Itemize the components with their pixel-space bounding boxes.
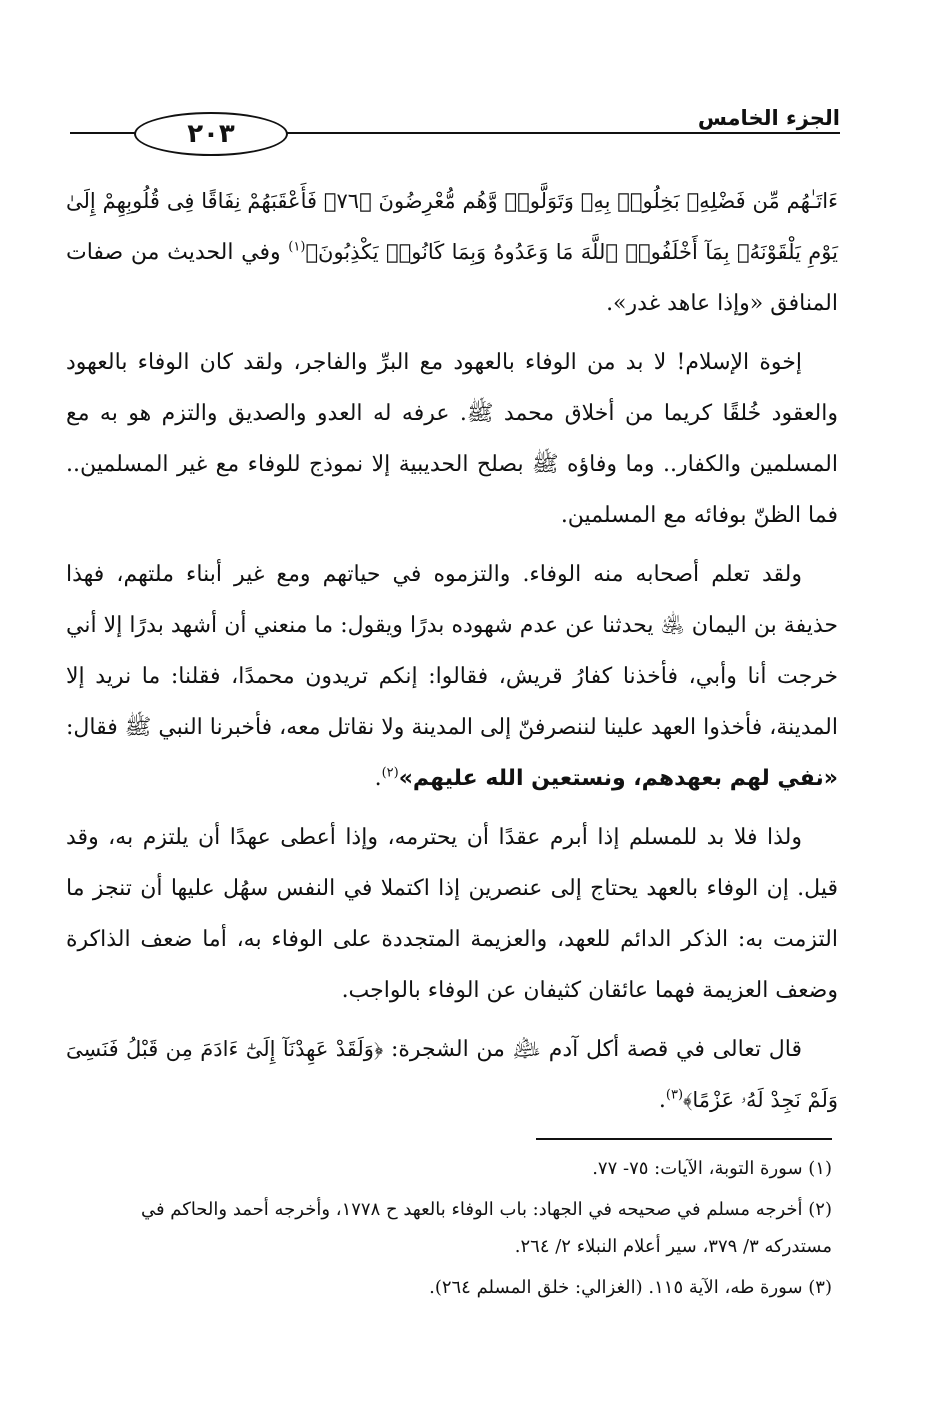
paragraph-2: إخوة الإسلام! لا بد من الوفاء بالعهود مع البرِّ والفاجر، ولقد كان الوفاء بالعهود والعقود خُلقًا كريما من أخلاق محمد ﷺ. عرفه له العدو والصديق والتزم هو به مع المسلمين والكفار.. وما وفاؤه ﷺ بصلح الحديبية إلا نموذج للوفاء مع غير المسلمين.. فما الظنّ بوفائه مع المسلمين. — [66, 350, 838, 528]
hadith-quote: «نفي لهم بعهدهم، ونستعين الله عليهم» — [398, 766, 838, 791]
paragraph-3-end: . — [374, 766, 382, 791]
footnote-1: (١) سورة التوبة، الآيات: ٧٥- ٧٧. — [592, 1158, 832, 1179]
quran-verse-2: ﴿وَلَقَدْ عَهِدْنَآ إِلَىٰٓ ءَادَمَ مِن قَبْلُ فَنَسِىَ وَلَمْ نَجِدْ لَهُۥ عَزْمًا﴾ — [66, 1037, 838, 1112]
paragraph-5 — [66, 1024, 838, 1126]
running-title: الجزء الخامس — [697, 106, 840, 130]
footnote-ref-2: (٢) — [381, 765, 399, 781]
paragraph-5-end: . — [658, 1088, 666, 1113]
paragraph-1 — [66, 176, 838, 329]
footnote-separator — [536, 1138, 832, 1140]
paragraph-5-text: قال تعالى في قصة أكل آدم ﵇ من الشجرة: — [383, 1037, 802, 1062]
footnote-ref-1: (١) — [288, 239, 306, 255]
footnote-ref-3: (٣) — [665, 1087, 684, 1103]
quran-verse: ءَاتَـٰهُم مِّن فَضْلِهِۦ بَخِلُوا۟ بِهِۦ وَتَوَلَّوا۟ وَّهُم مُّعْرِضُونَ ﴿٧٦﴾ فَأَعْقَبَهُمْ نِفَاقًا فِى قُلُوبِهِمْ إِلَىٰ يَوْمِ يَلْقَوْنَهُۥ بِمَآ أَخْلَفُوا۟ ٱللَّهَ مَا وَعَدُوهُ وَبِمَا كَانُوا۟ يَكْذِبُونَ﴾ — [66, 189, 838, 264]
paragraph-1-text: وفي الحديث من صفات المنافق «وإذا عاهد غدر». — [66, 240, 838, 316]
page-number: ٢٠٣ — [134, 112, 288, 156]
paragraph-3 — [66, 549, 838, 804]
footnote-2: (٢) أخرجه مسلم في صحيحه في الجهاد: باب الوفاء بالعهد ح ١٧٧٨، وأخرجه أحمد والحاكم في مستدركه ٣/ ٣٧٩، سير أعلام النبلاء ٢/ ٢٦٤. — [140, 1199, 832, 1257]
paragraph-4: ولذا فلا بد للمسلم إذا أبرم عقدًا أن يحترمه، وإذا أعطى عهدًا أن يلتزم به، وقد قيل. إن الوفاء بالعهد يحتاج إلى عنصرين إذا اكتملا في النفس سهُل عليها أن تنجز ما التزمت به: الذكر الدائم للعهد، والعزيمة المتجددة على الوفاء به، أما ضعف الذاكرة وضعف العزيمة فهما عائقان كثيفان عن الوفاء بالواجب. — [66, 825, 838, 1003]
main-text — [66, 176, 838, 1134]
footnotes — [72, 1150, 832, 1310]
paragraph-3-text: ولقد تعلم أصحابه منه الوفاء. والتزموه في حياتهم ومع غير أبناء ملتهم، فهذا حذيفة بن اليمان ﵁ يحدثنا عن عدم شهوده بدرًا ويقول: ما منعني أن أشهد بدرًا إلا أني خرجت أنا وأبي، فأخذنا كفارُ قريش، فقالوا: إنكم تريدون محمدًا، فقلنا: ما نريد إلا المدينة، فأخذوا العهد علينا لننصرفنّ إلى المدينة ولا نقاتل معه، فأخبرنا النبي ﷺ فقال: — [66, 562, 839, 740]
footnote-3: (٣) سورة طه، الآية ١١٥. (الغزالي: خلق المسلم ٢٦٤). — [429, 1277, 832, 1298]
page-header — [70, 100, 840, 158]
